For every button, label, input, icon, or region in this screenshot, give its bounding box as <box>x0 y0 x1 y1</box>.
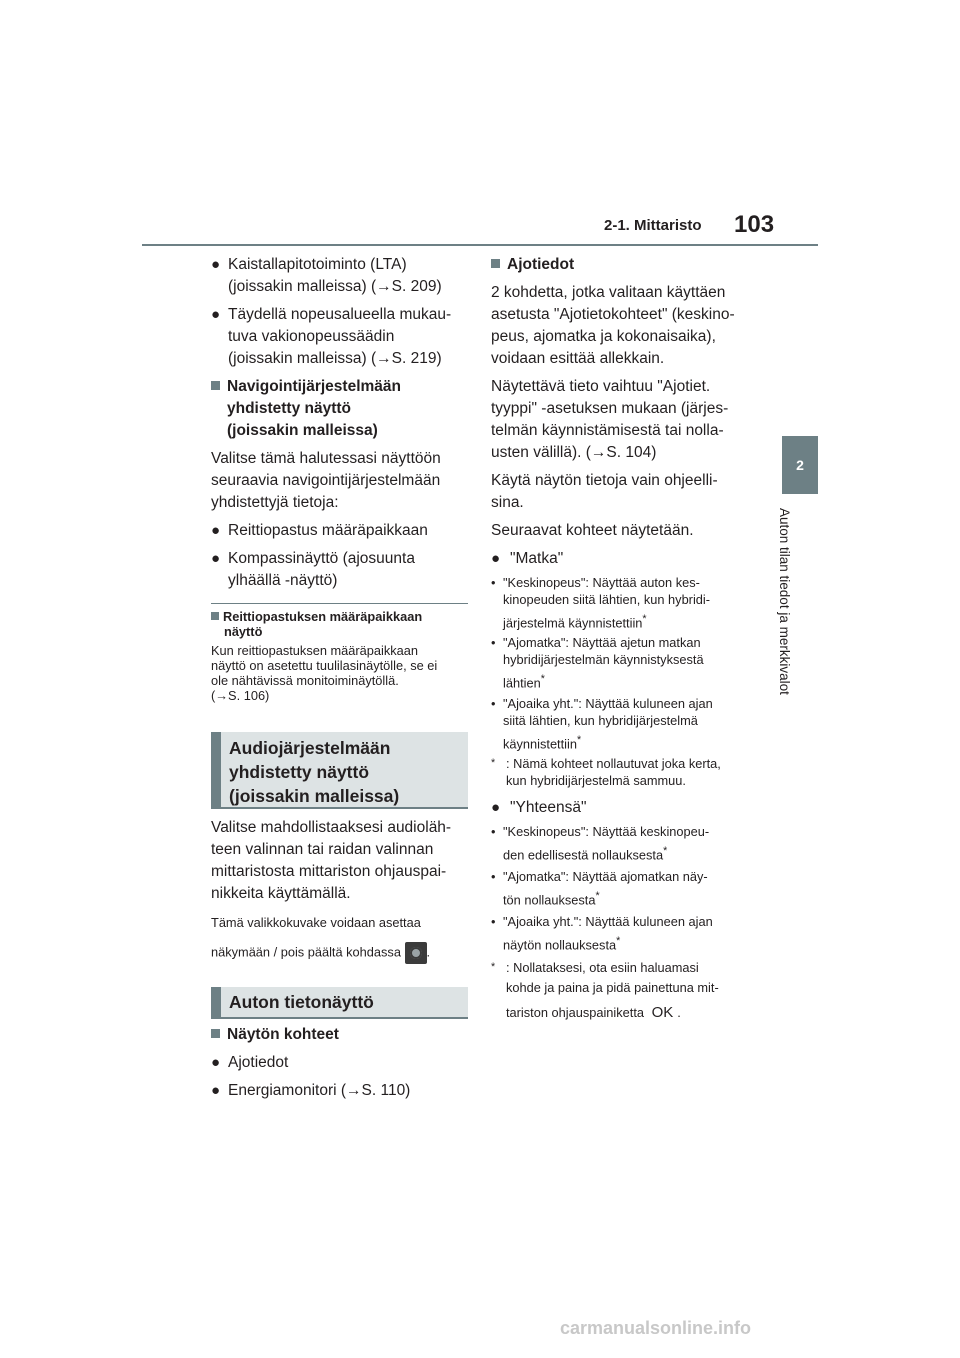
text: näkymään / pois päältä kohdassa . <box>211 942 471 964</box>
text: yhdistetty näyttö <box>227 400 352 417</box>
text: Ajotiedot <box>228 1054 289 1071</box>
text: "Ajomatka": Näyttää ajomatkan näy- <box>503 869 708 885</box>
text: Täydellä nopeusalueella mukau- <box>228 306 452 323</box>
text: usten välillä). (→S. 104) <box>491 444 657 461</box>
section-box-audio <box>211 732 468 809</box>
text: "Ajomatka": Näyttää ajetun matkan <box>503 635 701 651</box>
ok-button-icon: OK <box>651 1003 674 1021</box>
watermark: carmanualsonline.info <box>560 1318 752 1338</box>
text: "Yhteensä" <box>510 798 587 816</box>
bullet-acc: ● Täydellä nopeusalueella mukau- tuva vakionopeussäädin (joissakin malleissa) (→S. 219) <box>211 304 471 370</box>
text: tön nollauksesta* <box>503 890 600 908</box>
text: Valitse tämä halutessasi näyttöön <box>211 450 441 467</box>
bullet-yhteensa: ● "Yhteensä" <box>491 797 761 819</box>
bullet-matka: ● "Matka" <box>491 548 761 570</box>
text: Reittiopastuksen määräpaikkaan <box>211 609 471 624</box>
text: Kompassinäyttö (ajosuunta <box>228 550 415 567</box>
text: Navigointijärjestelmään <box>211 376 471 398</box>
text: (joissakin malleissa) <box>227 422 378 439</box>
bullet-compass: ● Kompassinäyttö (ajosuunta ylhäällä -näyttö) <box>211 548 471 592</box>
right-column <box>491 254 761 1021</box>
text: tyyppi" -asetuksen mukaan (järjes- <box>491 400 729 417</box>
bullet-energy: ● Energiamonitori (→S. 110) <box>211 1080 471 1102</box>
text: yhdistettyjä tietoja: <box>211 494 339 511</box>
paragraph <box>491 376 761 464</box>
text: "Ajoaika yht.": Näyttää kuluneen ajan <box>503 695 713 711</box>
text: sina. <box>491 494 524 511</box>
square-bullet-icon <box>211 612 219 620</box>
text: 2 kohdetta, jotka valitaan käyttäen <box>491 284 726 301</box>
text: peus, ajomatka ja kokonaisaika), <box>491 328 716 345</box>
text: ole nähtävissä monitoiminäytöllä. <box>211 673 399 688</box>
list-item: • "Ajoaika yht.": Näyttää kuluneen ajan näytön nollauksesta* <box>491 913 761 953</box>
note-block <box>211 609 471 703</box>
text: käynnistettiin* <box>503 733 582 751</box>
text: Energiamonitori (→S. 110) <box>228 1082 411 1099</box>
chapter-title <box>775 508 825 728</box>
text: Auton tietonäyttö <box>229 992 374 1012</box>
text: Kaistallapitotoiminto (LTA) <box>228 256 407 273</box>
bullet-lta: ● Kaistallapitotoiminto (LTA) (joissakin malleissa) (→S. 209) <box>211 254 471 298</box>
text: näyttö on asetettu tuulilasinäytölle, se ei <box>211 658 438 673</box>
list-item: • "Keskinopeus": Näyttää keskinopeu- den edellisestä nollauksesta* <box>491 823 761 863</box>
text: Audiojärjestelmään <box>229 738 391 758</box>
paragraph <box>491 282 761 370</box>
square-bullet-icon <box>211 381 220 390</box>
section-box-vehicle-info <box>211 987 468 1019</box>
total-list <box>491 823 761 1021</box>
note-rule <box>211 603 468 604</box>
text: Tämä valikkokuvake voidaan asettaa <box>211 915 421 930</box>
chapter-tab <box>782 436 818 494</box>
section-title: 2-1. Mittaristo <box>604 217 702 234</box>
text: Seuraavat kohteet näytetään. <box>491 522 694 539</box>
chapter-number: 2 <box>796 457 804 473</box>
text: nikkeita käyttämällä. <box>211 885 351 902</box>
text: järjestelmä käynnistettiin* <box>503 613 647 631</box>
text: kinopeuden siitä lähtien, kun hybridi- <box>503 592 711 607</box>
text: "Matka" <box>510 550 564 567</box>
text: näytön nollauksesta* <box>503 935 621 953</box>
text: tuva vakionopeussäädin <box>228 328 395 345</box>
text: ylhäällä -näyttö) <box>228 572 338 589</box>
text: Näytettävä tieto vaihtuu "Ajotiet. <box>491 378 711 395</box>
text: (joissakin malleissa) <box>229 786 400 806</box>
text: siitä lähtien, kun hybridijärjestelmä <box>503 712 698 728</box>
text: Reittiopastus määräpaikkaan <box>228 522 428 539</box>
paragraph <box>491 470 761 514</box>
text: "Keskinopeus": Näyttää keskinopeu- <box>503 823 710 839</box>
list-item: • "Ajomatka": Näyttää ajomatkan näy- tön nollauksesta* <box>491 868 761 908</box>
text: yhdistetty näyttö <box>229 762 370 782</box>
text: tariston ohjauspainiketta OK . <box>506 1003 681 1021</box>
list-item: • "Ajomatka": Näyttää ajetun matkan hybridijärjestelmän käynnistyksestä lähtien* <box>491 634 761 691</box>
left-column <box>211 254 471 592</box>
paragraph-navigation <box>211 448 471 514</box>
square-bullet-icon <box>211 1029 220 1038</box>
text: (→S. 106) <box>211 688 270 703</box>
text: : Nämä kohteet nollautuvat joka kerta, <box>506 755 721 771</box>
text: näyttö <box>224 624 263 639</box>
header-rule <box>142 244 818 246</box>
square-bullet-icon <box>491 259 500 268</box>
text: kohde ja paina ja pidä painettuna mit- <box>506 979 719 995</box>
text: den edellisestä nollauksesta* <box>503 844 668 863</box>
text: "Keskinopeus": Näyttää auton kes- <box>503 575 700 590</box>
text: Näytön kohteet <box>211 1024 471 1046</box>
text: telmän käynnistämisestä tai nolla- <box>491 422 724 439</box>
text: hybridijärjestelmän käynnistyksestä <box>503 652 704 668</box>
text: "Ajoaika yht.": Näyttää kuluneen ajan <box>503 914 713 930</box>
page-number: 103 <box>734 211 775 238</box>
text: asetusta "Ajotietokohteet" (keskino- <box>491 306 735 323</box>
list-item: • "Ajoaika yht.": Näyttää kuluneen ajan siitä lähtien, kun hybridijärjestelmä käynnistettiin* <box>491 695 761 752</box>
text: kun hybridijärjestelmä sammuu. <box>506 772 686 788</box>
text: Valitse mahdollistaaksesi audioläh- <box>211 819 452 836</box>
text: (joissakin malleissa) (→S. 219) <box>228 350 442 367</box>
text: voidaan esittää allekkain. <box>491 350 665 367</box>
matka-list <box>491 574 761 789</box>
text: teen valinnan tai raidan valinnan <box>211 841 434 858</box>
footnote: * : Nollataksesi, ota esiin haluamasi kohde ja paina ja pidä painettuna mit- tariston ohjauspainiketta OK . <box>491 959 761 1021</box>
audio-text <box>211 817 471 964</box>
heading-navigation <box>211 376 471 442</box>
settings-icon <box>405 942 427 964</box>
footnote: * : Nämä kohteet nollautuvat joka kerta, kun hybridijärjestelmä sammuu. <box>491 755 761 789</box>
text: Käytä näytön tietoja vain ohjeelli- <box>491 472 718 489</box>
text: (joissakin malleissa) (→S. 209) <box>228 278 442 295</box>
bullet-route: ● Reittiopastus määräpaikkaan <box>211 520 471 542</box>
text: mittaristosta mittariston ohjauspai- <box>211 863 447 880</box>
text: Kun reittiopastuksen määräpaikkaan <box>211 643 419 658</box>
text: lähtien* <box>503 673 545 691</box>
text: : Nollataksesi, ota esiin haluamasi <box>506 959 699 975</box>
chapter-title-text: Auton tilan tiedot ja merkkivalot <box>777 508 792 695</box>
vehicle-info-text <box>211 1024 471 1102</box>
text: Ajotiedot <box>491 254 761 276</box>
bullet-trip: ● Ajotiedot <box>211 1052 471 1074</box>
text: seuraavia navigointijärjestelmään <box>211 472 441 489</box>
list-item: • "Keskinopeus": Näyttää auton kes- kinopeuden siitä lähtien, kun hybridi- järjestelmä käynnistettiin* <box>491 574 761 631</box>
